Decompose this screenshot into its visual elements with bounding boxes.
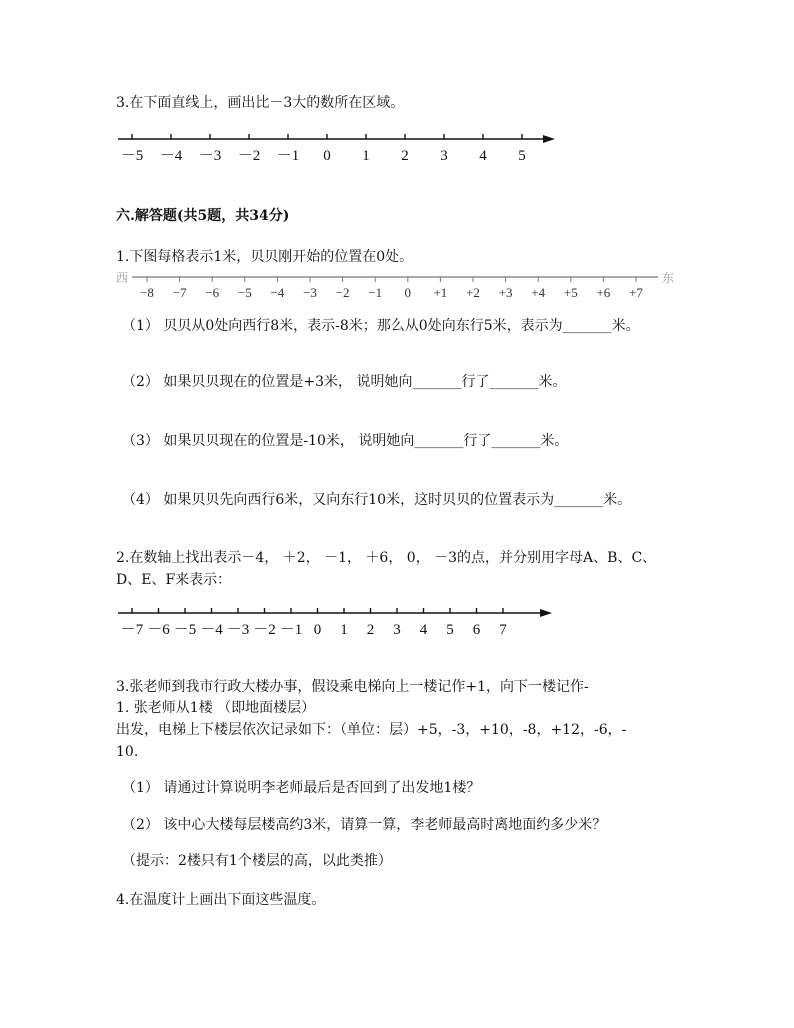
question-6-2-line-2: D、E、F来表示： bbox=[116, 572, 232, 588]
scale-tick-label: −6 bbox=[205, 285, 220, 300]
tick-label: －7 bbox=[120, 622, 144, 638]
question-6-3-line-3: 出发，电梯上下楼层依次记录如下：（单位：层）+5，-3，+10，-8，+12，-6，- bbox=[116, 722, 627, 738]
question-6-1-intro: 1.下图每格表示1米，贝贝刚开始的位置在0处。 bbox=[116, 249, 414, 265]
tick-label: －3 bbox=[198, 148, 222, 164]
tick-label: －2 bbox=[237, 148, 261, 164]
question-6-3-line-4: 10. bbox=[116, 744, 139, 760]
question-6-3-part-2: （2） 该中心大楼每层楼高约3米，请算一算，李老师最高时离地面约多少米？ bbox=[122, 817, 607, 833]
scale-tick-label: 0 bbox=[404, 285, 412, 300]
question-6-2-line-1: 2.在数轴上找出表示－4， ＋2， －1， ＋6， 0， －3的点，并分别用字母A、B、C、 bbox=[116, 550, 657, 566]
question-6-1-part-4: （4） 如果贝贝先向西行6米，又向东行10米，这时贝贝的位置表示为_______米。 bbox=[122, 492, 632, 508]
tick-label: －3 bbox=[226, 622, 250, 638]
scale-tick-label: −8 bbox=[140, 285, 154, 300]
question-6-3-part-1: （1） 请通过计算说明李老师最后是否回到了出发地1楼？ bbox=[122, 780, 481, 796]
scale-tick-label: +5 bbox=[563, 285, 578, 300]
number-line-scale bbox=[110, 268, 690, 302]
question-6-1-part-3: （3） 如果贝贝现在的位置是-10米， 说明她向_______行了_______米。 bbox=[122, 433, 569, 449]
tick-label: 2 bbox=[366, 622, 375, 638]
scale-tick-label: −7 bbox=[172, 285, 187, 300]
scale-tick-label: −2 bbox=[335, 285, 350, 300]
number-line-1 bbox=[110, 128, 570, 172]
scale-tick-label: +2 bbox=[466, 285, 480, 300]
scale-tick-label: −5 bbox=[237, 285, 252, 300]
tick-label: 5 bbox=[446, 622, 454, 638]
scale-tick-label: −3 bbox=[303, 285, 317, 300]
tick-label: －5 bbox=[173, 622, 197, 638]
west-label: 西 bbox=[116, 271, 129, 285]
question-5-3-text: 3.在下面直线上，画出比－3大的数所在区域。 bbox=[116, 95, 405, 111]
tick-label: 6 bbox=[472, 622, 481, 638]
scale-tick-label: +6 bbox=[596, 285, 611, 300]
tick-label: 3 bbox=[440, 148, 448, 164]
tick-label: 7 bbox=[499, 622, 507, 638]
tick-label: －4 bbox=[200, 622, 223, 638]
tick-label: －2 bbox=[253, 622, 276, 638]
tick-label: －1 bbox=[276, 148, 300, 164]
tick-label: 2 bbox=[401, 148, 409, 164]
question-6-3-line-2: 1. 张老师从1楼 （即地面楼层） bbox=[116, 700, 316, 716]
tick-label: －6 bbox=[147, 622, 170, 638]
tick-label: 1 bbox=[362, 148, 370, 164]
arrow-head bbox=[540, 609, 552, 617]
tick-label: 0 bbox=[313, 622, 322, 638]
number-line-1-svg bbox=[110, 128, 570, 172]
tick-label: 0 bbox=[323, 148, 331, 164]
scale-tick-label: −1 bbox=[368, 285, 383, 300]
scale-tick-label: +4 bbox=[531, 285, 546, 300]
question-6-1-part-1: （1） 贝贝从0处向西行8米，表示-8米；那么从0处向东行5米，表示为_______米。 bbox=[122, 318, 640, 334]
east-label: 东 bbox=[662, 271, 675, 285]
tick-label: －1 bbox=[279, 622, 303, 638]
scale-tick-label: +7 bbox=[629, 285, 643, 300]
tick-label: 1 bbox=[340, 622, 348, 638]
tick-label: 3 bbox=[393, 622, 401, 638]
tick-label: －4 bbox=[159, 148, 183, 164]
question-6-1-part-2: （2） 如果贝贝现在的位置是+3米， 说明她向_______行了_______米。 bbox=[122, 374, 567, 390]
arrow-head bbox=[543, 135, 555, 143]
tick-label: －5 bbox=[120, 148, 144, 164]
tick-label: 4 bbox=[419, 622, 428, 638]
number-line-scale-svg bbox=[110, 268, 690, 302]
scale-tick-label: −4 bbox=[270, 285, 285, 300]
tick-label: 5 bbox=[518, 148, 526, 164]
scale-tick-label: +3 bbox=[498, 285, 513, 300]
section-6-title: 六.解答题(共5题，共34分) bbox=[116, 208, 290, 224]
question-6-3-hint: （提示：2楼只有1个楼层的高，以此类推） bbox=[122, 853, 392, 869]
number-line-2-svg bbox=[110, 600, 570, 644]
number-line-2 bbox=[110, 600, 570, 644]
scale-tick-label: +1 bbox=[433, 285, 448, 300]
question-6-4-text: 4.在温度计上画出下面这些温度。 bbox=[116, 892, 326, 908]
question-6-3-line-1: 3.张老师到我市行政大楼办事，假设乘电梯向上一楼记作+1，向下一楼记作- bbox=[116, 679, 589, 695]
tick-label: 4 bbox=[479, 148, 487, 164]
